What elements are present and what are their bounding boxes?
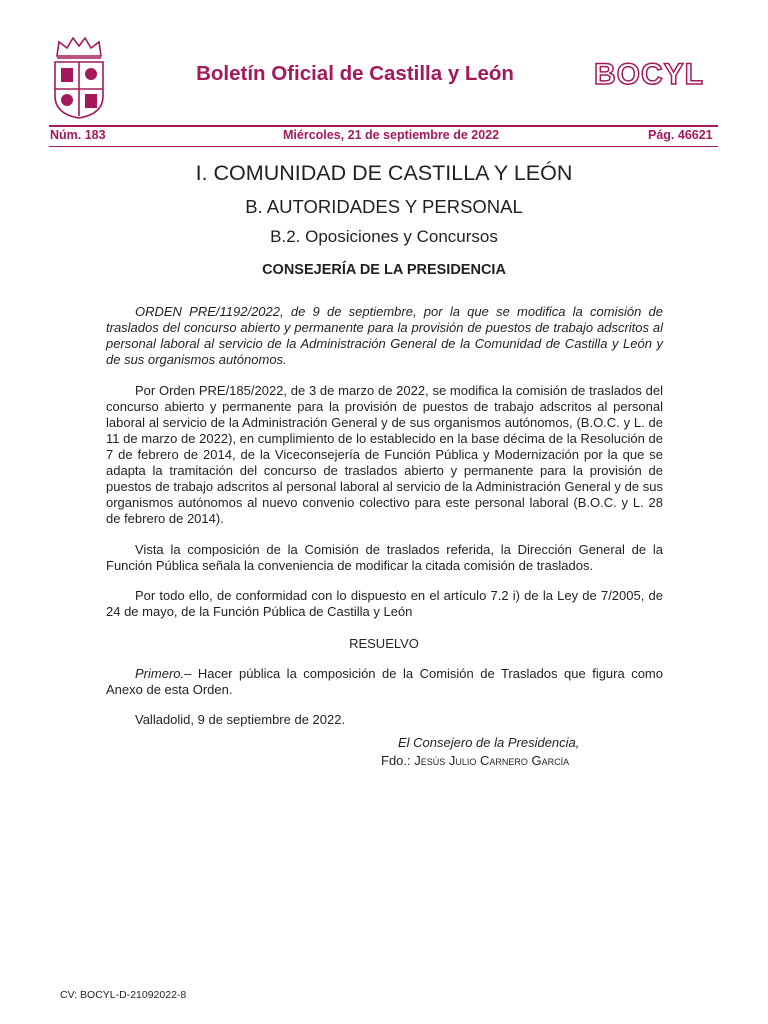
primero-paragraph (106, 666, 663, 698)
primero-label: Primero. (135, 666, 185, 681)
signer-name: Jesús Julio Carnero García (414, 753, 570, 768)
signer-role: El Consejero de la Presidencia, (398, 735, 580, 750)
subsubsection-heading: B.2. Oposiciones y Concursos (270, 227, 498, 246)
cv-code: CV: BOCYL-D-21092022-8 (60, 989, 187, 1001)
place-date: Valladolid, 9 de septiembre de 2022. (135, 712, 346, 727)
signature-line (381, 753, 569, 768)
paragraph-3: Por todo ello, de conformidad con lo dispuesto en el artículo 7.2 i) de la Ley de 7/2005, de 24 de mayo, de la Función Pública de Castilla y León (106, 588, 663, 619)
issue-number: Núm. 183 (50, 128, 106, 142)
signer-prefix: Fdo.: (381, 753, 411, 768)
paragraph-1: Por Orden PRE/185/2022, de 3 de marzo de 2022, se modifica la comisión de traslados del concurso abierto y permanente para la provisión de puestos de trabajo adscritos al personal laboral al servicio de la Administración General y de sus organismos autónomos, (B.O.C. y L. de 11 de marzo de 2022), en cumplimiento de lo establecido en la base décima de la Resolución de 7 de febrero de 2014, de la Viceconsejería de Función Pública y Modernización por la que se adapta la tramitación del concurso de traslados abierto y permanente para la provisión de puestos de trabajo adscritos al personal laboral al servicio de la Administración General y de sus organismos autónomos al nuevo convenio colectivo para este personal laboral (B.O.C. y L. 28 de febrero de 2014). (106, 383, 663, 526)
paragraph-2: Vista la composición de la Comisión de traslados referida, la Dirección General de la Función Pública señala la conveniencia de modificar la citada comisión de traslados. (106, 542, 663, 573)
coat-of-arms-logo (49, 34, 109, 120)
header-rule-bottom (49, 146, 718, 147)
header-rule (49, 125, 718, 127)
section-heading: I. COMUNIDAD DE CASTILLA Y LEÓN (195, 161, 573, 185)
order-summary: ORDEN PRE/1192/2022, de 9 de septiembre, por la que se modifica la comisión de traslados del concurso abierto y permanente para la provisión de puestos de trabajo adscritos al personal laboral al servicio de la Administración General de la Comunidad de Castilla y León y de sus organismos autónomos. (106, 304, 663, 367)
bulletin-title: Boletín Oficial de Castilla y León (196, 62, 514, 85)
resuelvo-heading: RESUELVO (349, 636, 419, 651)
issue-date: Miércoles, 21 de septiembre de 2022 (283, 128, 500, 142)
department-heading: CONSEJERÍA DE LA PRESIDENCIA (262, 262, 506, 278)
primero-text: – Hacer pública la composición de la Comisión de Traslados que figura como Anexo de esta Orden. (106, 666, 663, 697)
subsection-heading: B. AUTORIDADES Y PERSONAL (245, 196, 523, 217)
page-number: Pág. 46621 (648, 128, 713, 142)
svg-text:BOCYL: BOCYL (594, 59, 704, 89)
bocyl-logo (592, 59, 718, 89)
